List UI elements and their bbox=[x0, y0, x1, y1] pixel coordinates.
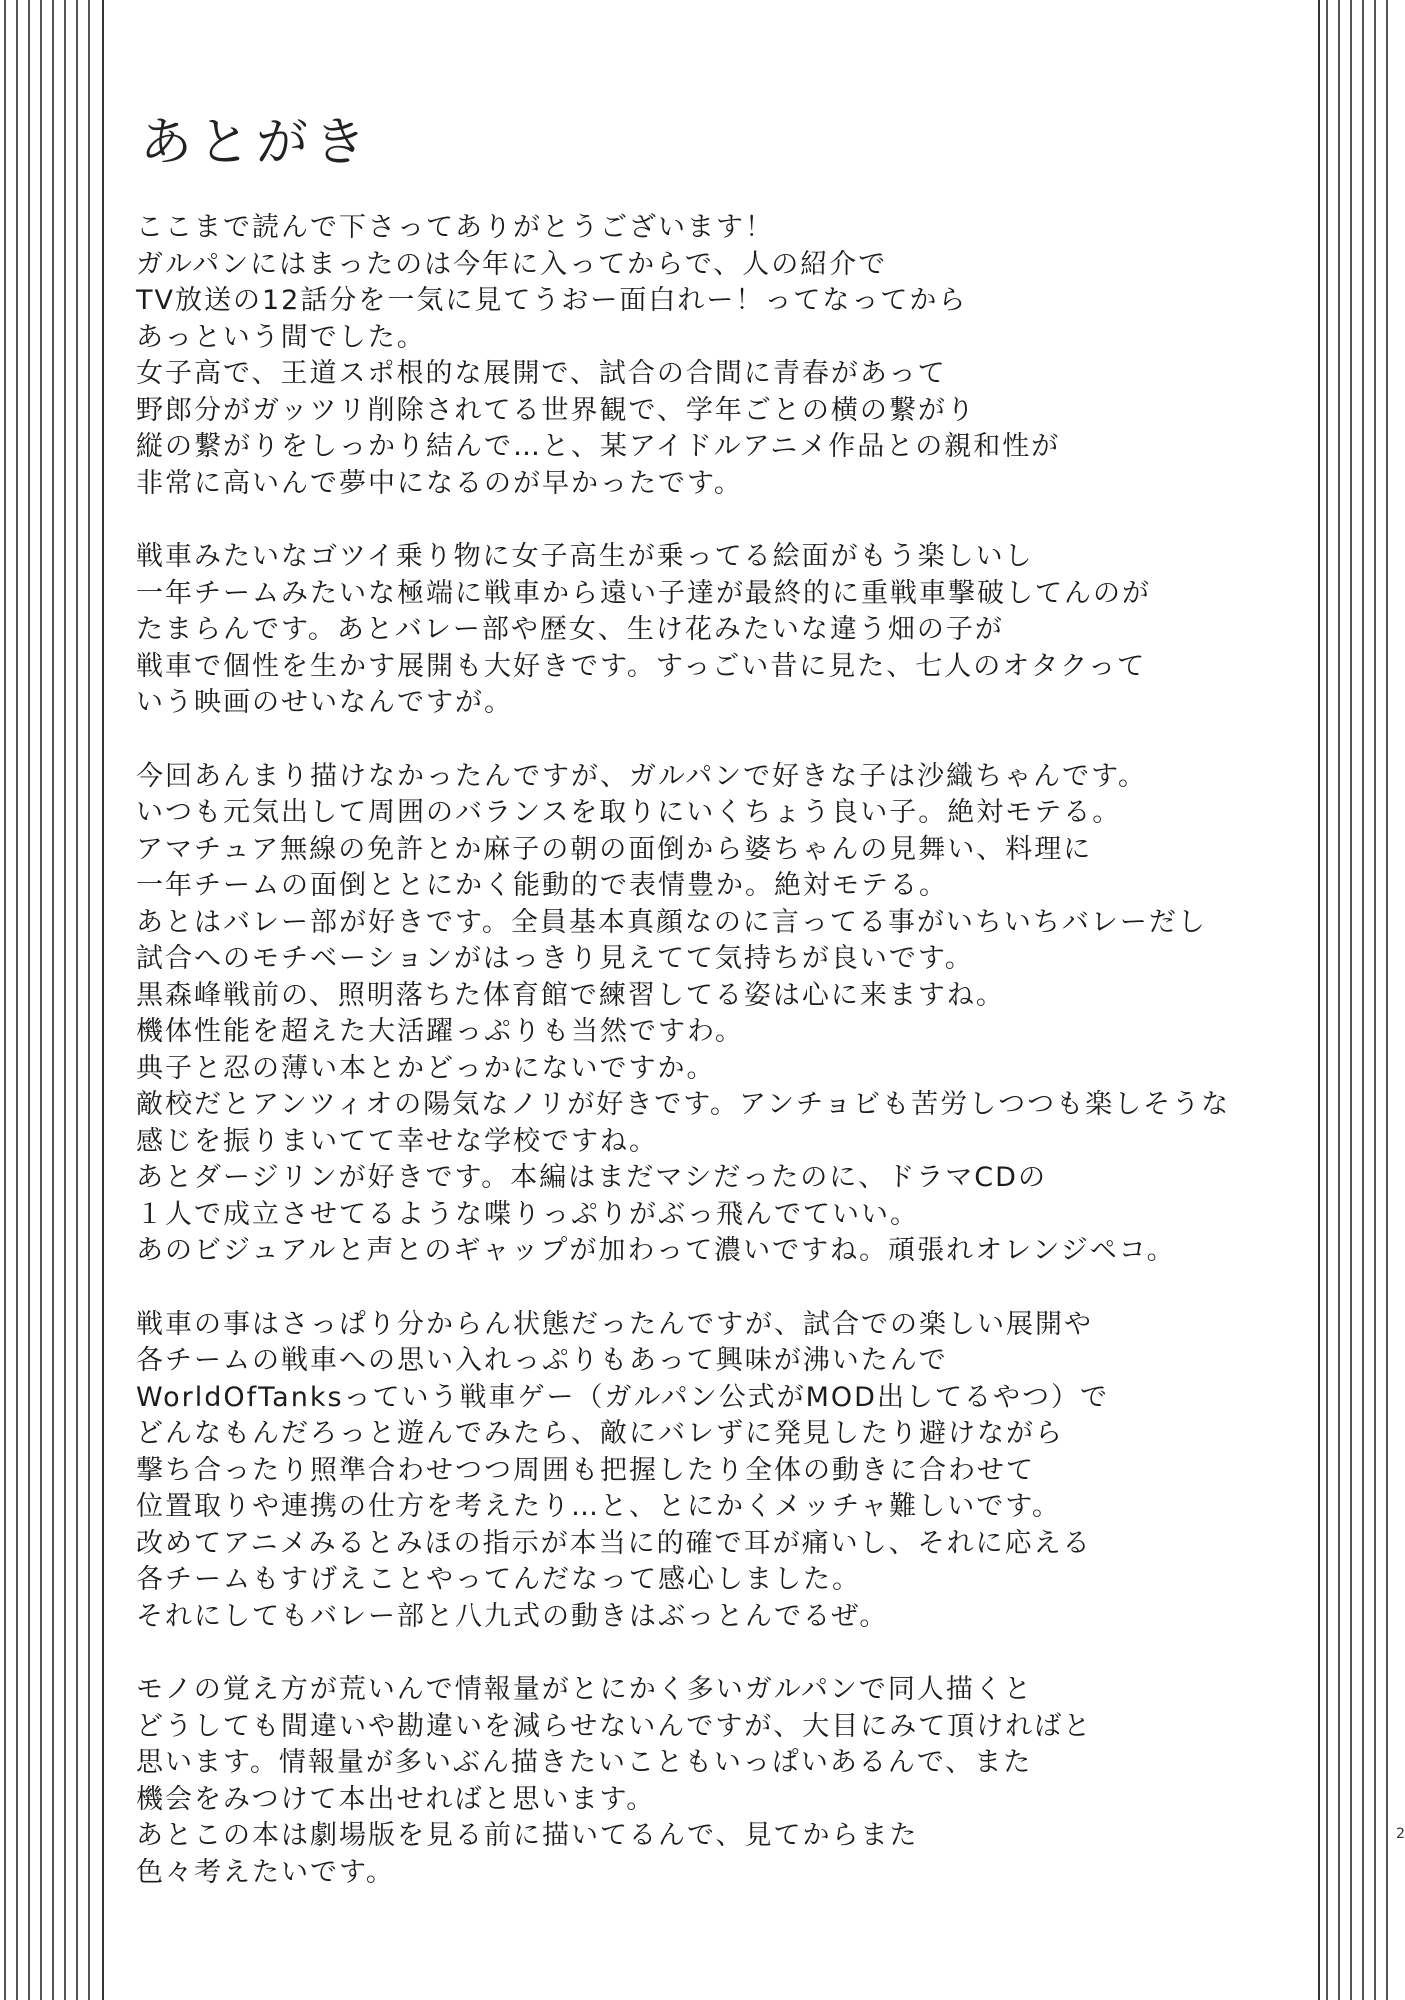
left-border-lines bbox=[0, 0, 100, 2000]
page-number: 2 bbox=[1396, 1826, 1405, 1842]
text-line: 今回あんまり描けなかったんですが、ガルパンで好きな子は沙織ちゃんです。 bbox=[136, 760, 1147, 792]
text-line: 改めてアニメみるとみほの指示が本当に的確で耳が痛いし、それに応える bbox=[136, 1527, 1092, 1559]
text-line: たまらんです。あとバレー部や歴女、生け花みたいな違う畑の子が bbox=[136, 614, 1004, 645]
text-line: ガルパンにはまったのは今年に入ってからで、人の紹介で bbox=[136, 248, 888, 280]
text-line: モノの覚え方が荒いんで情報量がとにかく多いガルパンで同人描くと bbox=[136, 1674, 1033, 1705]
text-line: 一年チームみたいな極端に戦車から遠い子達が最終的に重戦車撃破してんのが bbox=[136, 577, 1151, 609]
text-line: あとはバレー部が好きです。全員基本真顔なのに言ってる事がいちいちバレーだし bbox=[136, 906, 1207, 938]
text-line: 撃ち合ったり照準合わせつつ周囲も把握したり全体の動きに合わせて bbox=[136, 1454, 1035, 1486]
text-line: あのビジュアルと声とのギャップが加わって濃いですね。頑張れオレンジペコ。 bbox=[136, 1235, 1176, 1266]
text-line: アマチュア無線の免許とか麻子の朝の面倒から婆ちゃんの見舞い、料理に bbox=[136, 833, 1093, 865]
text-line: WorldOfTanksっていう戦車ゲー（ガルパン公式がMOD出してるやつ）で bbox=[136, 1381, 1109, 1413]
page-title: あとがき bbox=[140, 113, 373, 173]
text-line: それにしてもバレー部と八九式の動きはぶっとんでるぜ。 bbox=[136, 1600, 889, 1632]
afterword-body bbox=[136, 210, 1296, 1928]
text-line: どうしても間違いや勘違いを減らせないんですが、大目にみて頂ければと bbox=[136, 1710, 1093, 1742]
text-line: 思います。情報量が多いぶん描きたいこともいっぱいあるんで、また bbox=[136, 1747, 1033, 1778]
text-line: あとこの本は劇場版を見る前に描いてるんで、見てからまた bbox=[136, 1820, 919, 1851]
text-line: あとダージリンが好きです。本編はまだマシだったのに、ドラマCDの bbox=[136, 1162, 1047, 1193]
text-line: いつも元気出して周囲のバランスを取りにいくちょう良い子。絶対モテる。 bbox=[136, 797, 1122, 828]
text-line: 一年チームの面倒ととにかく能動的で表情豊か。絶対モテる。 bbox=[136, 870, 948, 901]
text-line: 黒森峰戦前の、照明落ちた体育館で練習してる姿は心に来ますね。 bbox=[136, 979, 1005, 1011]
paragraph bbox=[136, 759, 1296, 1270]
text-line: いう映画のせいなんですが。 bbox=[136, 687, 513, 718]
text-line: 敵校だとアンツィオの陽気なノリが好きです。アンチョビも苦労しつつも楽しそうな bbox=[136, 1089, 1231, 1120]
text-line: 縦の繋がりをしっかり結んで…と、某アイドルアニメ作品との親和性が bbox=[136, 431, 1061, 462]
paragraph bbox=[136, 1672, 1296, 1891]
text-line: 典子と忍の薄い本とかどっかにないですか。 bbox=[136, 1052, 716, 1084]
text-line: 戦車の事はさっぱり分からん状態だったんですが、試合での楽しい展開や bbox=[136, 1308, 1093, 1340]
text-line: 試合へのモチベーションがはっきり見えてて気持ちが良いです。 bbox=[136, 943, 974, 974]
text-line: 野郎分がガッツリ削除されてる世界観で、学年ごとの横の繋がり bbox=[136, 394, 976, 426]
text-line: 色々考えたいです。 bbox=[136, 1856, 395, 1888]
text-line: 機体性能を超えた大活躍っぷりも当然ですわ。 bbox=[136, 1016, 744, 1047]
text-line: どんなもんだろっと遊んでみたら、敵にバレずに発見したり避けながら bbox=[136, 1418, 1064, 1449]
text-line: TV放送の12話分を一気に見てうおー面白れー！ってなってから bbox=[136, 285, 968, 316]
paragraph bbox=[136, 539, 1296, 722]
text-line: 位置取りや連携の仕方を考えたり…と、とにかくメッチャ難しいです。 bbox=[136, 1491, 1062, 1522]
paragraph bbox=[136, 210, 1296, 502]
text-line: 戦車みたいなゴツイ乗り物に女子高生が乗ってる絵面がもう楽しいし bbox=[136, 541, 1034, 572]
text-line: 各チームもすげえことやってんだなって感心しました。 bbox=[136, 1564, 861, 1595]
text-line: １人で成立させてるような喋りっぷりがぶっ飛んでていい。 bbox=[136, 1198, 919, 1230]
text-line: 戦車で個性を生かす展開も大好きです。すっごい昔に見た、七人のオタクって bbox=[136, 650, 1147, 682]
text-line: 各チームの戦車への思い入れっぷりもあって興味が沸いたんで bbox=[136, 1345, 948, 1376]
text-line: 女子高で、王道スポ根的な展開で、試合の合間に青春があって bbox=[136, 358, 947, 389]
paragraph bbox=[136, 1307, 1296, 1636]
text-line: あっという間でした。 bbox=[136, 321, 426, 353]
text-line: 非常に高いんで夢中になるのが早かったです。 bbox=[136, 467, 743, 499]
text-line: 感じを振りまいてて幸せな学校ですね。 bbox=[136, 1125, 658, 1157]
text-line: 機会をみつけて本出せればと思います。 bbox=[136, 1783, 656, 1815]
right-border-lines bbox=[1320, 0, 1404, 2000]
text-line: ここまで読んで下さってありがとうございます！ bbox=[136, 212, 774, 243]
